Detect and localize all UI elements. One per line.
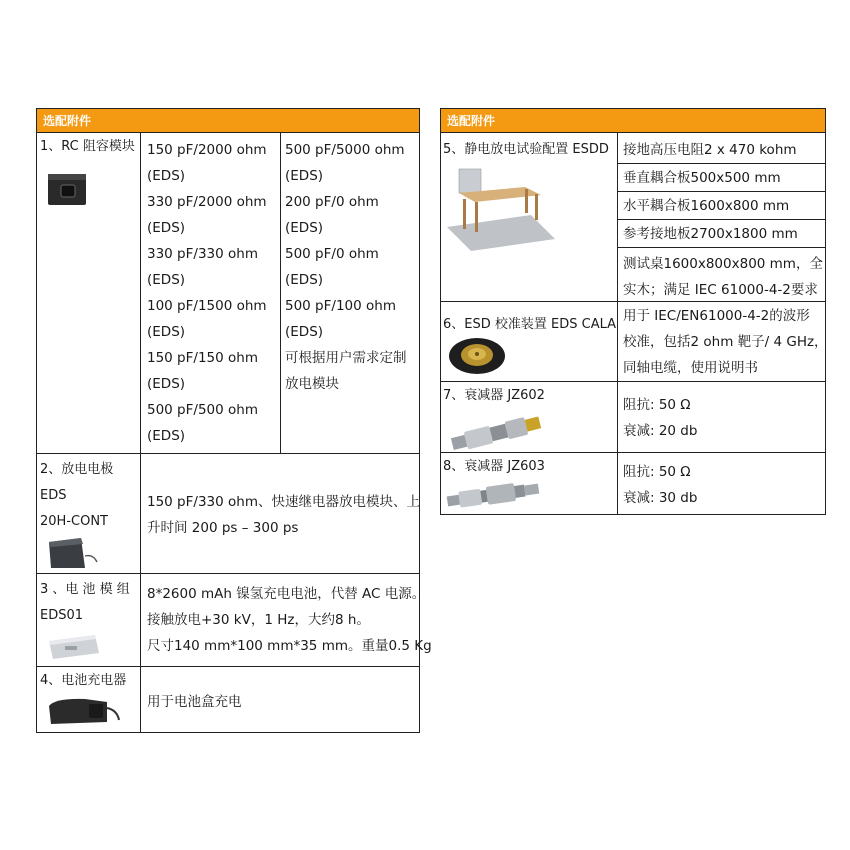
name-line: EDS01 [40, 608, 84, 623]
right-accessory-table [440, 108, 826, 515]
desc-line: 8*2600 mAh 镍氢充电电池，代替 AC 电源。 [147, 586, 426, 602]
row6-name: 6、ESD 校准装置 EDS CALA [443, 317, 617, 332]
row5-item-divider-1 [617, 163, 825, 164]
row4-description: 用于电池盒充电 [147, 694, 242, 710]
left-row-divider-2 [37, 573, 419, 574]
value-line: (EDS) [147, 324, 186, 340]
esd-test-setup-image [445, 165, 557, 251]
name-line: 3 、电 池 模 组 [40, 582, 130, 597]
row5-item-divider-2 [617, 191, 825, 192]
row2-name [40, 457, 113, 535]
row3-description [147, 581, 432, 659]
value-line: (EDS) [147, 168, 186, 184]
value-line: 200 pF/0 ohm [285, 194, 379, 210]
desc-line: 校准，包括2 ohm 靶子/ 4 GHz， [623, 334, 828, 350]
row5-item-divider-3 [617, 219, 825, 220]
row5-item-1: 接地高压电阻2 x 470 kohm [623, 142, 797, 158]
row8-name: 8、衰减器 JZ603 [443, 459, 545, 474]
right-table-header: 选配附件 [441, 109, 825, 133]
row4-name: 4、电池充电器 [40, 673, 127, 688]
row5-item-5 [623, 251, 823, 303]
value-line: 150 pF/2000 ohm [147, 142, 267, 158]
attenuator-jz603-image [445, 479, 541, 511]
desc-line: 阻抗: 50 Ω [623, 397, 691, 413]
value-line: 500 pF/5000 ohm [285, 142, 405, 158]
item-line: 测试桌1600x800x800 mm，全 [623, 256, 823, 272]
left-row-divider-1 [37, 453, 419, 454]
desc-line: 接触放电+30 kV，1 Hz，大约8 h。 [147, 612, 370, 628]
item-line: 实木；满足 IEC 61000-4-2要求 [623, 282, 818, 298]
row5-item-4: 参考接地板2700x1800 mm [623, 226, 798, 242]
left-row-divider-3 [37, 666, 419, 667]
value-line: (EDS) [285, 220, 324, 236]
left-subcol-divider [280, 133, 281, 453]
name-line: EDS [40, 488, 67, 503]
value-line: 330 pF/2000 ohm [147, 194, 267, 210]
esd-calibration-device-image [447, 334, 507, 376]
rc-module-image [47, 171, 87, 207]
battery-charger-image [45, 694, 121, 728]
right-row-divider-2 [441, 381, 825, 382]
value-line: 500 pF/100 ohm [285, 298, 396, 314]
name-line: 20H-CONT [40, 514, 108, 529]
value-line: 500 pF/0 ohm [285, 246, 379, 262]
value-line: (EDS) [285, 272, 324, 288]
row7-description [623, 392, 697, 444]
row8-description [623, 459, 697, 511]
value-line: 可根据用户需求定制 [285, 350, 407, 366]
desc-line: 衰减: 20 db [623, 423, 698, 439]
desc-line: 尺寸140 mm*100 mm*35 mm。重量0.5 Kg [147, 638, 432, 654]
row3-name [40, 577, 130, 629]
row5-name: 5、静电放电试验配置 ESDD [443, 142, 609, 157]
left-accessory-table [36, 108, 432, 733]
row1-values-col-a [147, 137, 279, 449]
left-table-header: 选配附件 [37, 109, 419, 133]
row5-item-2: 垂直耦合板500x500 mm [623, 170, 781, 186]
desc-line: 升时间 200 ps – 300 ps [147, 520, 299, 536]
row2-description [147, 489, 419, 541]
name-line: 2、放电电极 [40, 462, 114, 477]
desc-line: 衰减: 30 db [623, 490, 698, 506]
desc-line: 阻抗: 50 Ω [623, 464, 691, 480]
row1-values-col-b [285, 137, 419, 397]
row1-name: 1、RC 阻容模块 [40, 139, 135, 154]
desc-line: 同轴电缆，使用说明书 [623, 360, 758, 376]
value-line: 100 pF/1500 ohm [147, 298, 267, 314]
row7-name: 7、衰减器 JZ602 [443, 388, 545, 403]
desc-line: 150 pF/330 ohm、快速继电器放电模块、上 [147, 494, 420, 510]
value-line: 330 pF/330 ohm [147, 246, 258, 262]
value-line: (EDS) [285, 168, 324, 184]
value-line: 500 pF/500 ohm [147, 402, 258, 418]
row6-description [623, 303, 828, 381]
value-line: 150 pF/150 ohm [147, 350, 258, 366]
value-line: (EDS) [147, 220, 186, 236]
left-col-divider [140, 133, 141, 732]
right-row-divider-3 [441, 452, 825, 453]
row5-item-divider-4 [617, 247, 825, 248]
value-line: (EDS) [147, 428, 186, 444]
value-line: (EDS) [147, 376, 186, 392]
value-line: (EDS) [285, 324, 324, 340]
row5-item-3: 水平耦合板1600x800 mm [623, 198, 790, 214]
attenuator-jz602-image [447, 415, 547, 451]
value-line: 放电模块 [285, 376, 339, 392]
discharge-electrode-image [41, 534, 99, 570]
desc-line: 用于 IEC/EN61000-4-2的波形 [623, 308, 810, 324]
battery-module-image [45, 631, 101, 661]
value-line: (EDS) [147, 272, 186, 288]
